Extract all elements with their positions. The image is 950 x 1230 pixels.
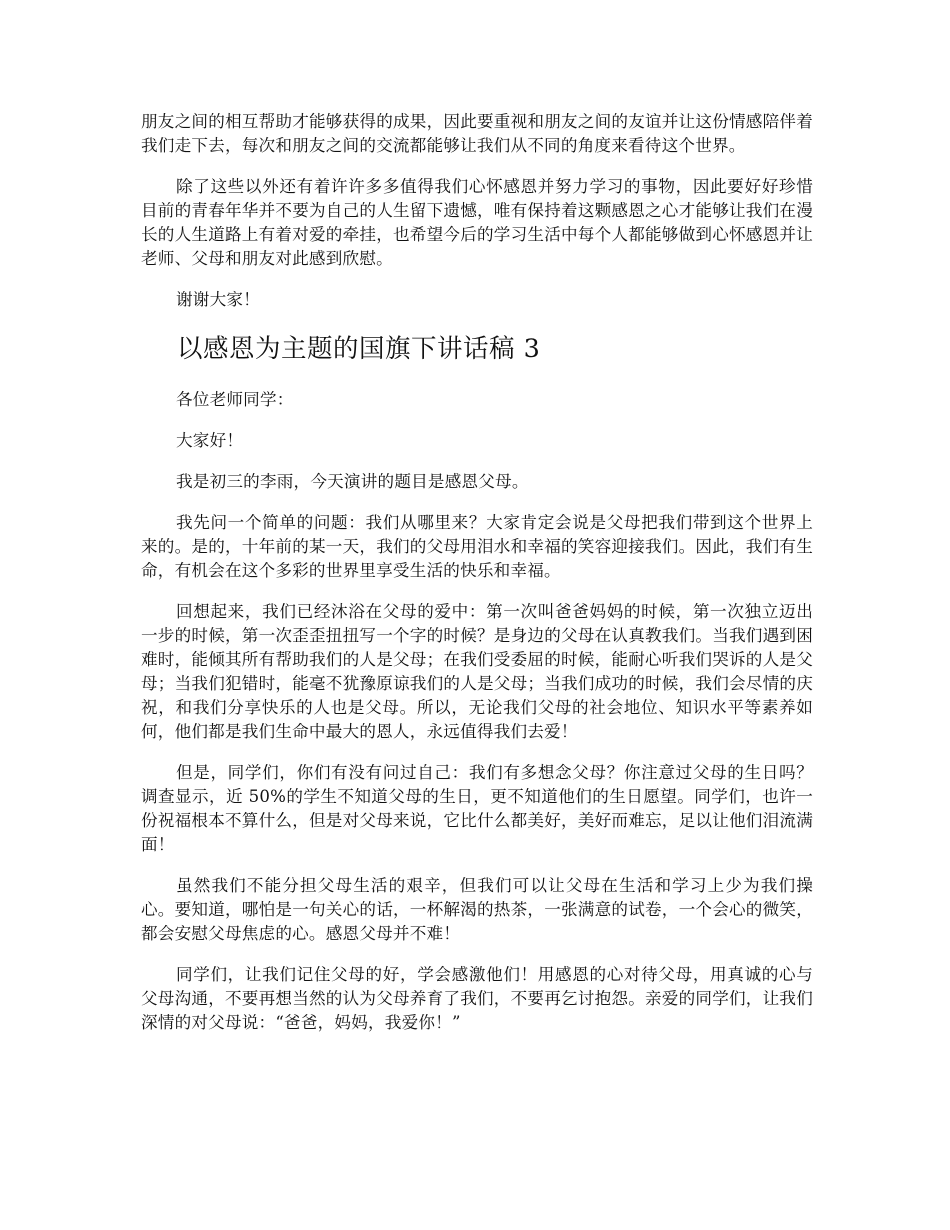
- paragraph: 我先问一个简单的问题：我们从哪里来？大家肯定会说是父母把我们带到这个世界上来的。是的，十年前的某一天，我们的父母用泪水和幸福的笑容迎接我们。因此，我们有生命，有机会在这个多彩的世界里享受生活的快乐和幸福。: [141, 513, 813, 580]
- greeting: 大家好！: [176, 431, 244, 450]
- closing-thanks: 谢谢大家！: [176, 290, 260, 309]
- paragraph: 同学们，让我们记住父母的好，学会感激他们！用感恩的心对待父母，用真诚的心与父母沟通，不要再想当然的认为父母养育了我们，不要再乞讨抱怨。亲爱的同学们，让我们深情的对父母说：“爸爸，妈妈，我爱你！”: [141, 965, 813, 1032]
- salutation: 各位老师同学：: [176, 390, 294, 409]
- document-page: [141, 110, 813, 1035]
- paragraph: 除了这些以外还有着许许多多值得我们心怀感恩并努力学习的事物，因此要好好珍惜目前的青春年华并不要为自己的人生留下遗憾，唯有保持着这颗感恩之心才能够让我们在漫长的人生道路上有着对爱的牵挂，也希望今后的学习生活中每个人都能够做到心怀感恩并让老师、父母和朋友对此感到欣慰。: [141, 177, 813, 268]
- paragraph: 回想起来，我们已经沐浴在父母的爱中：第一次叫爸爸妈妈的时候，第一次独立迈出一步的时候，第一次歪歪扭扭写一个字的时候？是身边的父母在认真教我们。当我们遇到困难时，能倾其所有帮助我们的人是父母；在我们受委屈的时候，能耐心听我们哭诉的人是父母；当我们犯错时，能毫不犹豫原谅我们的人是父母；当我们成功的时候，我们会尽情的庆祝，和我们分享快乐的人也是父母。所以，无论我们父母的社会地位、知识水平等素养如何，他们都是我们生命中最大的恩人，永远值得我们去爱！: [141, 602, 813, 741]
- paragraph: 我是初三的李雨，今天演讲的题目是感恩父母。: [176, 472, 529, 491]
- section-title: 以感恩为主题的国旗下讲话稿 3: [177, 334, 541, 364]
- paragraph: 朋友之间的相互帮助才能够获得的成果，因此要重视和朋友之间的友谊并让这份情感陪伴着我们走下去，每次和朋友之间的交流都能够让我们从不同的角度来看待这个世界。: [141, 112, 813, 155]
- paragraph: 虽然我们不能分担父母生活的艰辛，但我们可以让父母在生活和学习上少为我们操心。要知道，哪怕是一句关心的话，一杯解渴的热茶，一张满意的试卷，一个会心的微笑，都会安慰父母焦虑的心。感恩父母并不难！: [141, 876, 813, 943]
- paragraph: 但是，同学们，你们有没有问过自己：我们有多想念父母？你注意过父母的生日吗？调查显示，近 50%的学生不知道父母的生日，更不知道他们的生日愿望。同学们，也许一份祝福根本不算什么，但是对父母来说，它比什么都美好，美好而难忘，足以让他们泪流满面！: [141, 763, 813, 854]
